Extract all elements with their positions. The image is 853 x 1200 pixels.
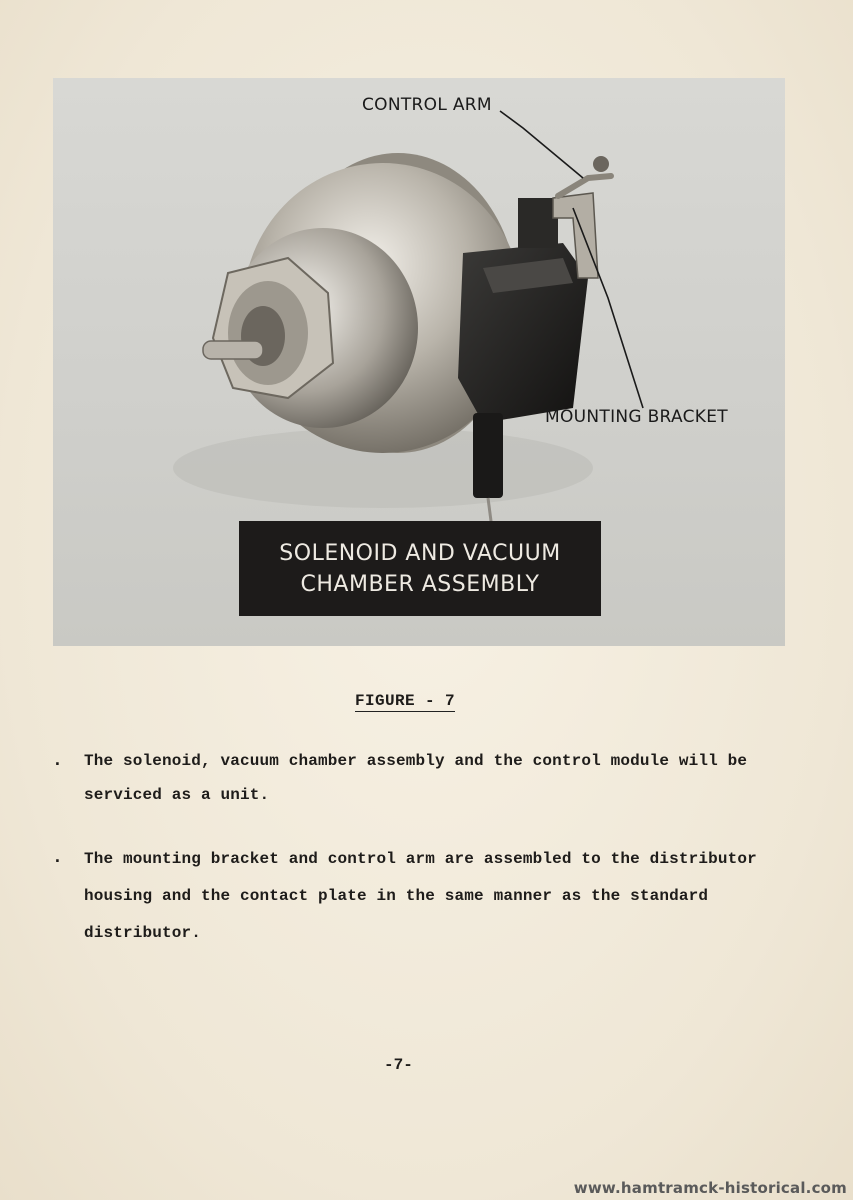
caption-line-2: CHAMBER ASSEMBLY	[300, 571, 540, 597]
callout-control-arm: CONTROL ARM	[362, 95, 492, 115]
watermark: www.hamtramck-historical.com	[573, 1179, 847, 1197]
figure-caption-box	[239, 521, 601, 616]
paragraph-2: The mounting bracket and control arm are assembled to the distributor housing and the contact plate in the same manner as the standard distributor.	[84, 850, 757, 942]
page-number: -7-	[384, 1056, 413, 1074]
figure-label: FIGURE - 7	[355, 692, 456, 710]
bullet-1: .	[52, 751, 63, 771]
solenoid-assembly-photo	[53, 78, 785, 646]
bullet-2: .	[52, 848, 63, 868]
caption-line-1: SOLENOID AND VACUUM	[279, 540, 561, 566]
paragraph-1: The solenoid, vacuum chamber assembly and the control module will be serviced as a unit.	[84, 752, 748, 804]
callout-mounting-bracket: MOUNTING BRACKET	[545, 407, 728, 427]
